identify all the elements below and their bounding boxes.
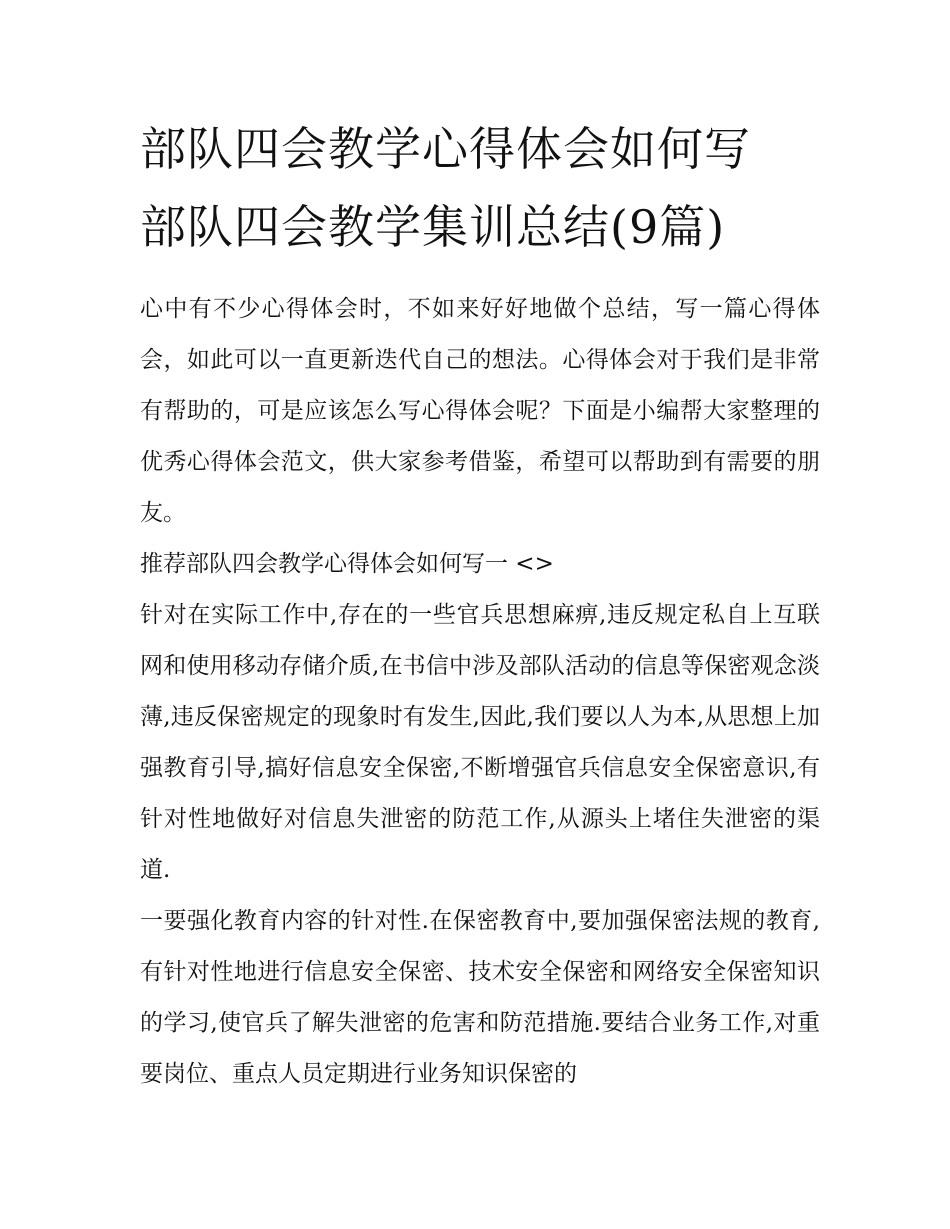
document-title xyxy=(140,110,820,266)
section-heading: 推荐部队四会教学心得体会如何写一 <> xyxy=(140,551,554,577)
title-line-1: 部队四会教学心得体会如何写 xyxy=(140,122,751,176)
intro-paragraph: 心中有不少心得体会时，不如来好好地做个总结，写一篇心得体会，如此可以一直更新迭代自己的想法。心得体会对于我们是非常有帮助的，可是应该怎么写心得体会呢？下面是小编帮大家整理的优秀心得体会范文，供大家参考借鉴，希望可以帮助到有需要的朋友。 xyxy=(140,296,820,526)
title-line-2: 部队四会教学集训总结(9篇) xyxy=(140,200,726,254)
body-paragraph-2: 一要强化教育内容的针对性.在保密教育中,要加强保密法规的教育,有针对性地进行信息安全保密、技术安全保密和网络安全保密知识的学习,使官兵了解失泄密的危害和防范措施.要结合业务工作,对重要岗位、重点人员定期进行业务知识保密的 xyxy=(140,908,820,1087)
document-body xyxy=(140,284,820,1100)
document-page xyxy=(140,110,820,1100)
body-paragraph-1: 针对在实际工作中,存在的一些官兵思想麻痹,违反规定私自上互联网和使用移动存储介质,在书信中涉及部队活动的信息等保密观念淡薄,违反保密规定的现象时有发生,因此,我们要以人为本,从思想上加强教育引导,搞好信息安全保密,不断增强官兵信息安全保密意识,有针对性地做好对信息失泄密的防范工作,从源头上堵住失泄密的渠道. xyxy=(140,602,820,883)
